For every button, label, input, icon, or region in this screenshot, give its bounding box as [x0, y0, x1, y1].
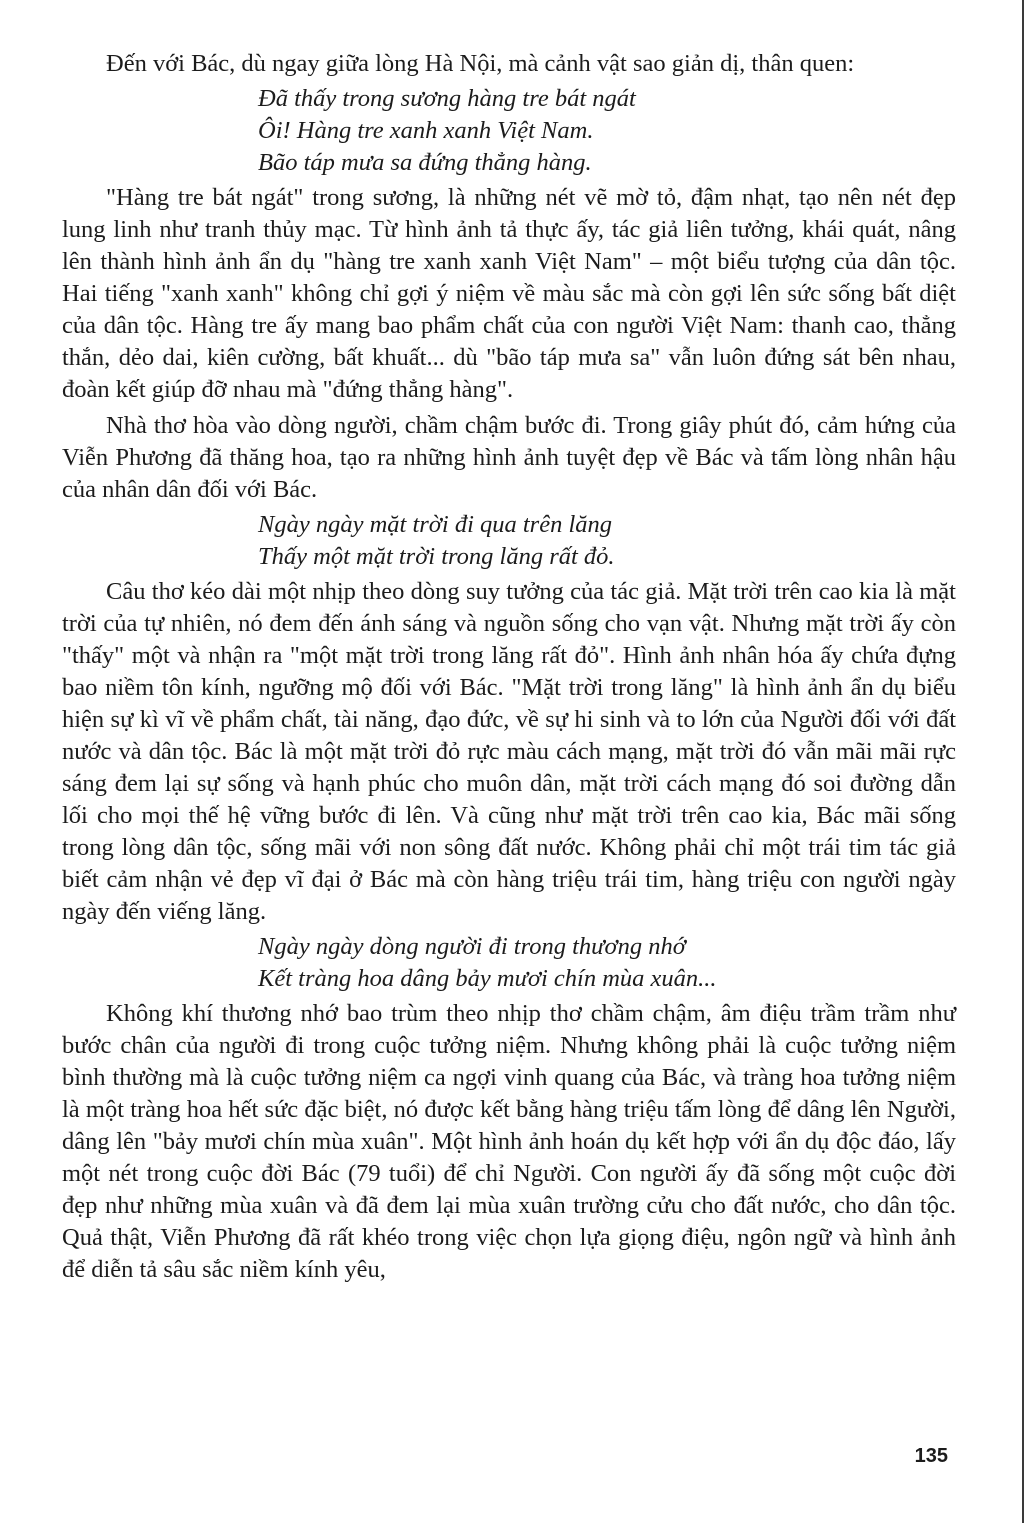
verse-line: Đã thấy trong sương hàng tre bát ngát — [258, 85, 636, 112]
paragraph-bamboo-analysis: "Hàng tre bát ngát" trong sương, là những nét vẽ mờ tỏ, đậm nhạt, tạo nên nét đẹp lung linh như tranh thủy mạc. Từ hình ảnh tả thực ấy, tác giả liên tưởng, khái quát, nâng lên thành hình ảnh ẩn dụ "hàng tre xanh xanh Việt Nam" – một biểu tượng của dân tộc. Hai tiếng "xanh xanh" không chỉ gợi ý niệm về màu sắc mà còn gợi lên sức sống bất diệt của dân tộc. Hàng tre ấy mang bao phẩm chất của con người Việt Nam: thanh cao, thẳng thắn, dẻo dai, kiên cường, bất khuất... dù "bão táp mưa sa" vẫn luôn đứng sát bên nhau, đoàn kết giúp đỡ nhau mà "đứng thẳng hàng". — [62, 184, 956, 403]
page-number: 135 — [914, 1445, 948, 1467]
verse-line: Ngày ngày mặt trời đi qua trên lăng — [258, 511, 613, 538]
verse-bamboo — [62, 83, 956, 179]
verse-line: Bão táp mưa sa đứng thẳng hàng. — [258, 149, 592, 176]
verse-sun — [62, 509, 956, 573]
verse-line: Ôi! Hàng tre xanh xanh Việt Nam. — [258, 117, 594, 144]
paragraph-crowd: Nhà thơ hòa vào dòng người, chầm chậm bước đi. Trong giây phút đó, cảm hứng của Viễn Phương đã thăng hoa, tạo ra những hình ảnh tuyệt đẹp về Bác và tấm lòng nhân hậu của nhân dân đối với Bác. — [62, 412, 956, 503]
paragraph-sun-analysis: Câu thơ kéo dài một nhịp theo dòng suy tưởng của tác giả. Mặt trời trên cao kia là mặt trời của tự nhiên, nó đem đến ánh sáng và nguồn sống cho vạn vật. Nhưng mặt trời ấy còn "thấy" một và nhận ra "một mặt trời trong lăng rất đỏ". Hình ảnh nhân hóa ấy chứa đựng bao niềm tôn kính, ngưỡng mộ đối với Bác. "Mặt trời trong lăng" là hình ảnh ẩn dụ biểu hiện sự kì vĩ về phẩm chất, tài năng, đạo đức, về sự hi sinh và to lớn của Người đối với đất nước và dân tộc. Bác là một mặt trời đỏ rực màu cách mạng, mặt trời đó vẫn mãi mãi rực sáng đem lại sự sống và hạnh phúc cho muôn dân, mặt trời cách mạng đó soi đường dẫn lối cho mọi thế hệ vững bước đi lên. Và cũng như mặt trời trên cao kia, Bác mãi sống trong lòng dân tộc, sống mãi với non sông đất nước. Không phải chỉ một trái tim tác giả biết cảm nhận vẻ đẹp vĩ đại ở Bác mà còn hàng triệu trái tim, hàng triệu con người ngày ngày đến viếng lăng. — [62, 578, 956, 925]
verse-wreath — [62, 931, 956, 995]
verse-line: Thấy một mặt trời trong lăng rất đỏ. — [258, 543, 615, 570]
paragraph-intro: Đến với Bác, dù ngay giữa lòng Hà Nội, mà cảnh vật sao giản dị, thân quen: — [106, 50, 855, 77]
verse-line: Ngày ngày dòng người đi trong thương nhớ — [258, 933, 686, 960]
verse-line: Kết tràng hoa dâng bảy mươi chín mùa xuân... — [258, 965, 717, 992]
document-page — [62, 48, 956, 1488]
paragraph-wreath-analysis: Không khí thương nhớ bao trùm theo nhịp thơ chầm chậm, âm điệu trầm trầm như bước chân của người đi trong cuộc tưởng niệm. Nhưng không phải là cuộc tưởng niệm bình thường mà là cuộc tưởng niệm ca ngợi vinh quang của Bác, và tràng hoa tưởng niệm là một tràng hoa hết sức đặc biệt, nó được kết bằng hàng triệu tấm lòng để dâng lên Người, dâng lên "bảy mươi chín mùa xuân". Một hình ảnh hoán dụ kết hợp với ẩn dụ độc đáo, lấy một nét trong cuộc đời Bác (79 tuổi) để chỉ Người. Con người ấy đã sống một cuộc đời đẹp như những mùa xuân và đã đem lại mùa xuân trường cửu cho đất nước, cho dân tộc. Quả thật, Viễn Phương đã rất khéo trong việc chọn lựa giọng điệu, ngôn ngữ và hình ảnh để diễn tả sâu sắc niềm kính yêu, — [62, 1000, 956, 1283]
